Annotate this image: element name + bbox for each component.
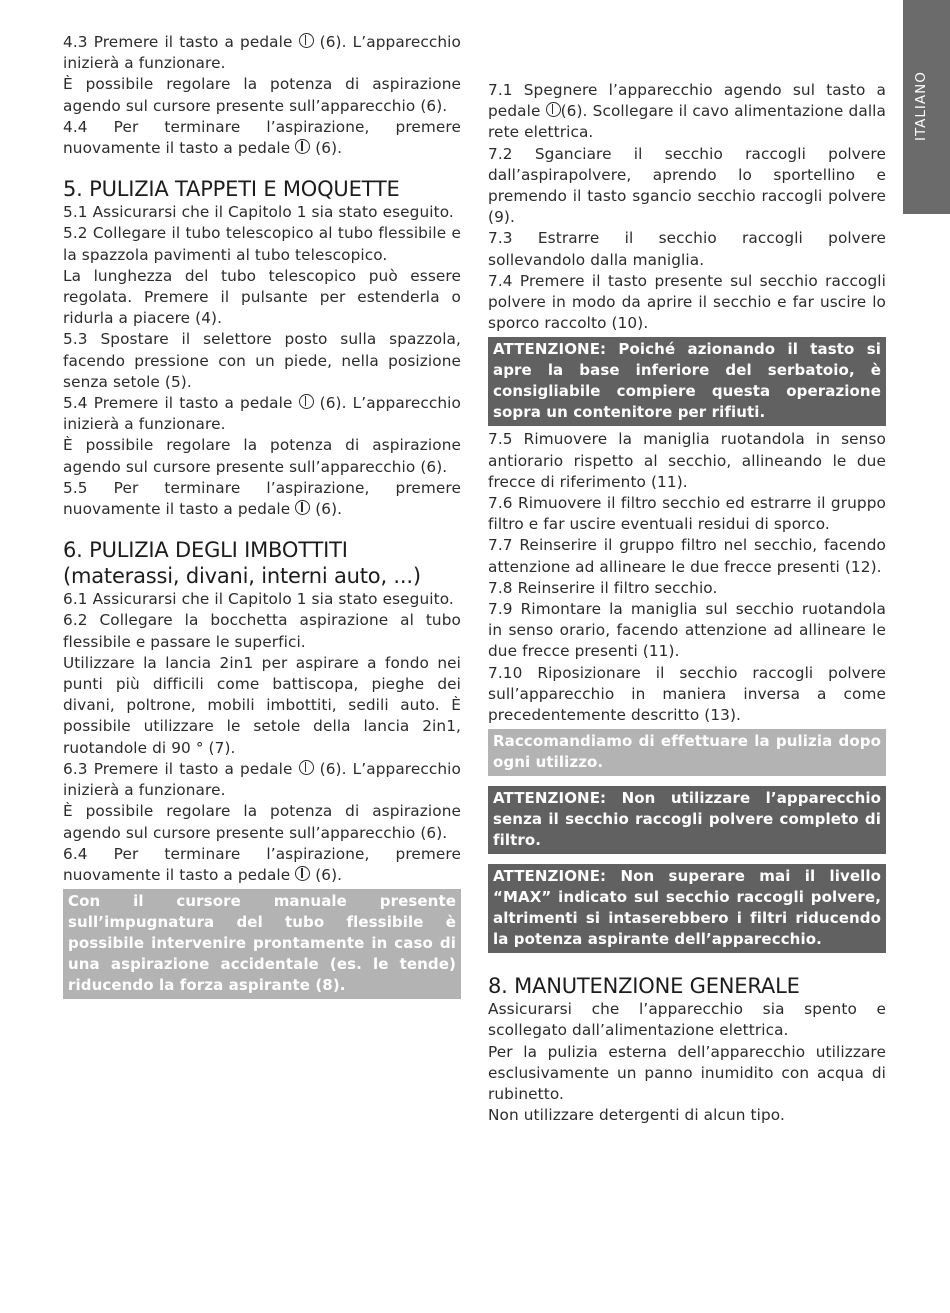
right-column — [488, 80, 886, 1127]
step-4-4: 4.4 Per terminare l’aspirazione, premere nuovamente il tasto a pedale (6). — [63, 117, 461, 158]
step-7-8: 7.8 Reinserire il filtro secchio. — [488, 578, 718, 597]
step-5-2: 5.2 Collegare il tubo telescopico al tubo flessibile e la spazzola pavimenti al tubo telescopico. — [63, 224, 461, 264]
power-pedal-icon — [299, 394, 314, 409]
warning-box-bin: ATTENZIONE: Poiché azionando il tasto si apre la base inferiore del serbatoio, è consigliabile compiere questa operazione sopra un contenitore per rifiuti. — [488, 337, 886, 426]
step-7-6: 7.6 Rimuovere il filtro secchio ed estrarre il gruppo filtro e far uscire eventuali residui di sporco. — [488, 494, 886, 534]
power-pedal-icon — [295, 866, 310, 881]
power-pedal-icon — [295, 139, 310, 154]
step-7-9: 7.9 Rimontare la maniglia sul secchio ruotandola in senso orario, facendo attenzione ad allineare le due frecce presenti (11). — [488, 600, 886, 661]
warning-box-filter: ATTENZIONE: Non utilizzare l’apparecchio senza il secchio raccogli polvere completo di filtro. — [488, 786, 886, 854]
step-7-7: 7.7 Reinserire il gruppo filtro nel secchio, facendo attenzione ad allineare le due frecce presenti (12). — [488, 536, 886, 576]
step-6-2: 6.2 Collegare la bocchetta aspirazione al tubo flessibile e passare le superfici. — [63, 611, 461, 651]
step-6-2-note: Utilizzare la lancia 2in1 per aspirare a fondo nei punti più difficili come battiscopa, pieghe dei divani, poltrone, mobili imbottiti, sedili auto. È possibile utilizzare le setole della lancia 2in1, ruotandole di 90 ° (7). — [63, 653, 461, 757]
power-pedal-icon — [295, 500, 310, 515]
step-7-2: 7.2 Sganciare il secchio raccogli polvere dall’aspirapolvere, aprendo lo sportellino e premendo il tasto sgancio secchio raccogli polvere (9). — [488, 144, 886, 227]
step-5-2-note: La lunghezza del tubo telescopico può essere regolata. Premere il pulsante per estenderla o ridurla a piacere (4). — [63, 266, 461, 328]
step-7-5: 7.5 Rimuovere la maniglia ruotandola in senso antiorario rispetto al secchio, allineando le due frecce di riferimento (11). — [488, 430, 886, 491]
left-column — [63, 32, 461, 1002]
power-pedal-icon — [299, 33, 314, 48]
warning-box-max-level: ATTENZIONE: Non superare mai il livello “MAX” indicato sul secchio raccogli polvere, altrimenti si intaserebbero i filtri riducendo la potenza aspirante dell’apparecchio. — [488, 864, 886, 953]
step-5-4: 5.4 Premere il tasto a pedale (6). L’apparecchio inizierà a funzionare. — [63, 394, 461, 434]
power-pedal-icon — [546, 102, 561, 117]
section-8-heading: 8. MANUTENZIONE GENERALE — [488, 974, 800, 999]
section-5-heading: 5. PULIZIA TAPPETI E MOQUETTE — [63, 177, 400, 202]
power-pedal-icon — [299, 760, 314, 775]
step-5-1: 5.1 Assicurarsi che il Capitolo 1 sia stato eseguito. — [63, 203, 454, 222]
step-4-3: 4.3 Premere il tasto a pedale (6). L’apparecchio inizierà a funzionare. — [63, 33, 461, 73]
maintenance-3: Non utilizzare detergenti di alcun tipo. — [488, 1106, 785, 1125]
step-6-4: 6.4 Per terminare l’aspirazione, premere nuovamente il tasto a pedale (6). — [63, 844, 461, 884]
step-7-10: 7.10 Riposizionare il secchio raccogli polvere sull’apparecchio in maniera inversa a come precedentemente descritto (13). — [488, 663, 886, 725]
step-5-3: 5.3 Spostare il selettore posto sulla spazzola, facendo pressione con un piede, nella posizione senza setole (5). — [63, 330, 461, 391]
step-4-3-note: È possibile regolare la potenza di aspirazione agendo sul cursore presente sull’apparecchio (6). — [63, 75, 461, 115]
step-5-5: 5.5 Per terminare l’aspirazione, premere nuovamente il tasto a pedale (6). — [63, 478, 461, 519]
step-5-4-note: È possibile regolare la potenza di aspirazione agendo sul cursore presente sull’apparecchio (6). — [63, 436, 461, 476]
step-7-4: 7.4 Premere il tasto presente sul secchio raccogli polvere in modo da aprire il secchio e far uscire lo sporco raccolto (10). — [488, 271, 886, 333]
step-7-1: 7.1 Spegnere l’apparecchio agendo sul tasto a pedale (6). Scollegare il cavo alimentazione dalla rete elettrica. — [488, 81, 886, 142]
cursor-info-box: Con il cursore manuale presente sull’impugnatura del tubo flessibile è possibile intervenire prontamente in caso di una aspirazione accidentale (es. le tende) riducendo la forza aspirante (8). — [63, 889, 461, 999]
step-6-3-note: È possibile regolare la potenza di aspirazione agendo sul cursore presente sull’apparecchio (6). — [63, 802, 461, 842]
step-6-1: 6.1 Assicurarsi che il Capitolo 1 sia stato eseguito. — [63, 590, 454, 609]
step-6-3: 6.3 Premere il tasto a pedale (6). L’apparecchio inizierà a funzionare. — [63, 759, 461, 800]
maintenance-2: Per la pulizia esterna dell’apparecchio utilizzare esclusivamente un panno inumidito con acqua di rubinetto. — [488, 1042, 886, 1104]
section-6-heading: 6. PULIZIA DEGLI IMBOTTITI (materassi, divani, interni auto, ...) — [63, 538, 421, 589]
step-7-3: 7.3 Estrarre il secchio raccogli polvere sollevandolo dalla maniglia. — [488, 229, 886, 269]
language-label: ITALIANO — [913, 71, 929, 141]
maintenance-1: Assicurarsi che l’apparecchio sia spento e scollegato dall’alimentazione elettrica. — [488, 1000, 886, 1040]
cleaning-recommendation-box: Raccomandiamo di effettuare la pulizia dopo ogni utilizzo. — [488, 729, 886, 776]
